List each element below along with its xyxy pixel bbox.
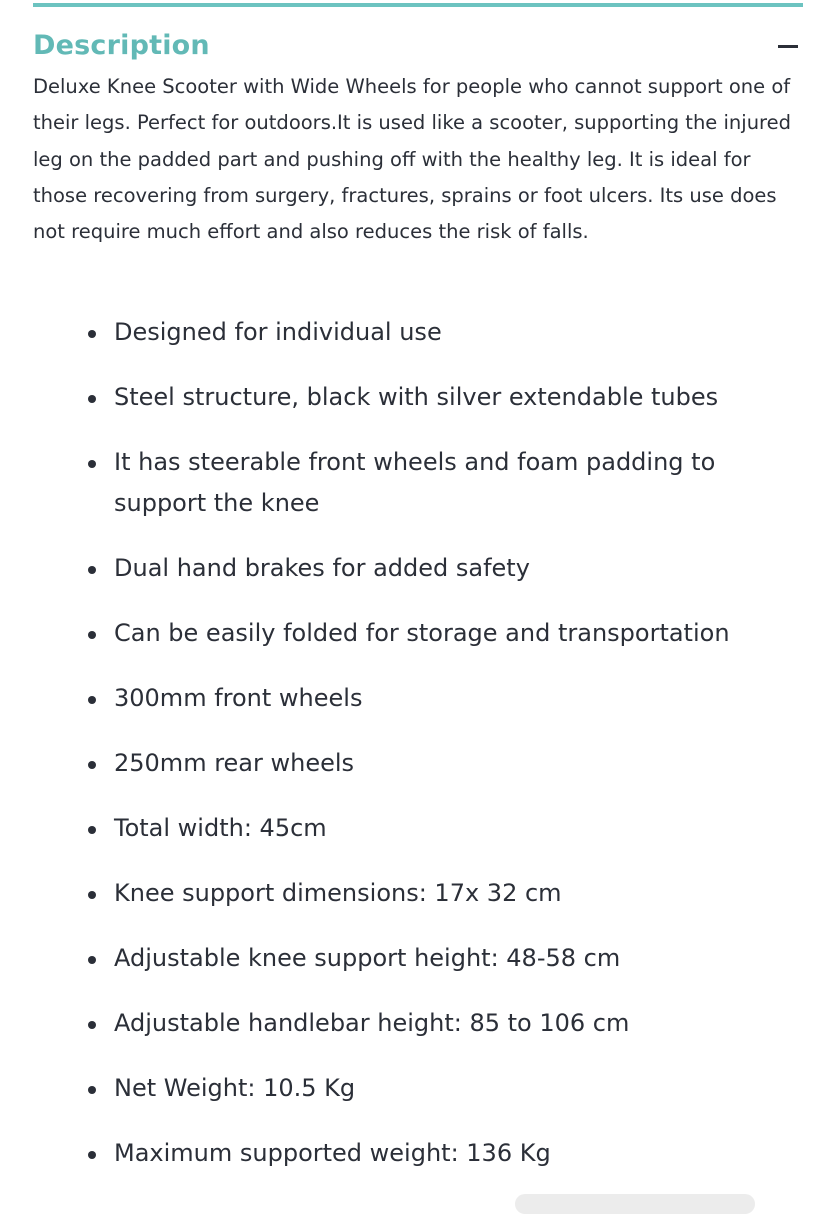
list-item-text: 250mm rear wheels [114, 749, 355, 777]
list-item [33, 442, 803, 524]
bullet-icon [88, 1021, 96, 1029]
bullet-icon [88, 826, 96, 834]
collapse-button[interactable] [777, 36, 799, 58]
bullet-icon [88, 395, 96, 403]
list-item-text: Adjustable handlebar height: 85 to 106 cm [114, 1009, 630, 1037]
bullet-icon [88, 696, 96, 704]
list-item [33, 613, 803, 654]
list-item [33, 1068, 803, 1109]
bullet-icon [88, 1151, 96, 1159]
bullet-icon [88, 956, 96, 964]
list-item [33, 808, 803, 849]
list-item-text: Dual hand brakes for added safety [114, 554, 530, 582]
list-item [33, 312, 803, 353]
bullet-icon [88, 1086, 96, 1094]
minus-icon [778, 45, 798, 48]
feature-list [33, 312, 803, 1198]
list-item-text: Designed for individual use [114, 318, 442, 346]
list-item-text: 300mm front wheels [114, 684, 363, 712]
bullet-icon [88, 460, 96, 468]
list-item-text: Steel structure, black with silver extendable tubes [114, 383, 719, 411]
list-item [33, 548, 803, 589]
list-item [33, 1003, 803, 1044]
description-header[interactable] [33, 28, 803, 64]
list-item-text: Adjustable knee support height: 48-58 cm [114, 944, 621, 972]
list-item [33, 377, 803, 418]
list-item [33, 938, 803, 979]
list-item [33, 873, 803, 914]
bullet-icon [88, 566, 96, 574]
section-top-divider [33, 3, 803, 7]
bullet-icon [88, 631, 96, 639]
list-item-text: Net Weight: 10.5 Kg [114, 1074, 356, 1102]
section-title: Description [33, 30, 210, 61]
list-item [33, 1133, 803, 1174]
list-item [33, 678, 803, 719]
bottom-overlay-pill [515, 1194, 755, 1214]
description-text: Deluxe Knee Scooter with Wide Wheels for people who cannot support one of their legs. Perfect for outdoors.It is used like a scooter, supporting the injured leg on the padded part and pushing off with the healthy leg. It is ideal for those recovering from surgery, fractures, sprains or foot ulcers. Its use does not require much effort and also reduces the risk of falls. [33, 75, 792, 244]
bullet-icon [88, 330, 96, 338]
list-item-text: Total width: 45cm [114, 814, 327, 842]
list-item-text: It has steerable front wheels and foam padding to support the knee [114, 448, 716, 517]
bullet-icon [88, 891, 96, 899]
list-item-text: Maximum supported weight: 136 Kg [114, 1139, 551, 1167]
bullet-icon [88, 761, 96, 769]
list-item [33, 743, 803, 784]
list-item-text: Can be easily folded for storage and transportation [114, 619, 730, 647]
list-item-text: Knee support dimensions: 17x 32 cm [114, 879, 562, 907]
